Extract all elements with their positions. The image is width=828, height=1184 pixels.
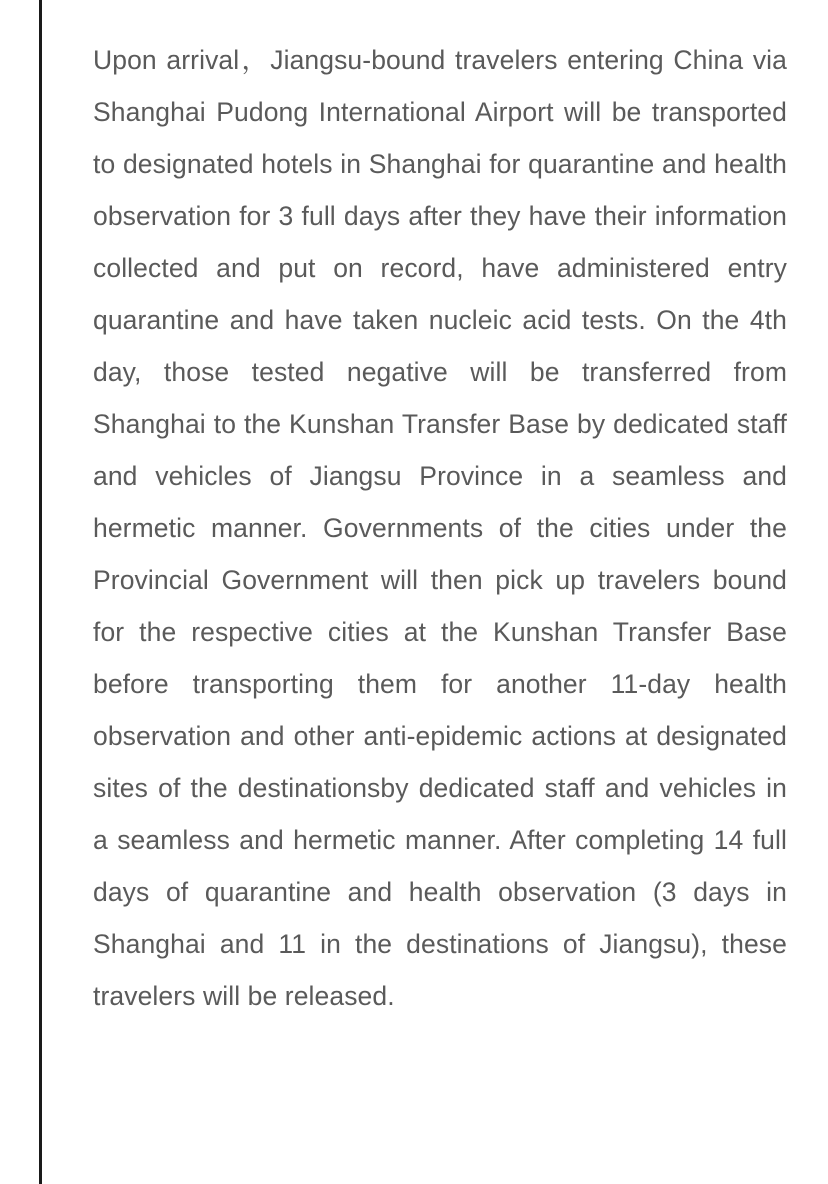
left-border-rule — [39, 0, 42, 1184]
article-paragraph: Upon arrival，Jiangsu-bound travelers entering China via Shanghai Pudong International Airport will be transported to designated hotels in Shanghai for quarantine and health observation for 3 full days after they have their information collected and put on record, have administered entry quarantine and have taken nucleic acid tests. On the 4th day, those tested negative will be transferred from Shanghai to the Kunshan Transfer Base by dedicated staff and vehicles of Jiangsu Province in a seamless and hermetic manner. Governments of the cities under the Provincial Government will then pick up travelers bound for the respective cities at the Kunshan Transfer Base before transporting them for another 11-day health observation and other anti-epidemic actions at designated sites of the destinationsby dedicated staff and vehicles in a seamless and hermetic manner. After completing 14 full days of quarantine and health observation (3 days in Shanghai and 11 in the destinations of Jiangsu), these travelers will be released. — [93, 45, 787, 1011]
